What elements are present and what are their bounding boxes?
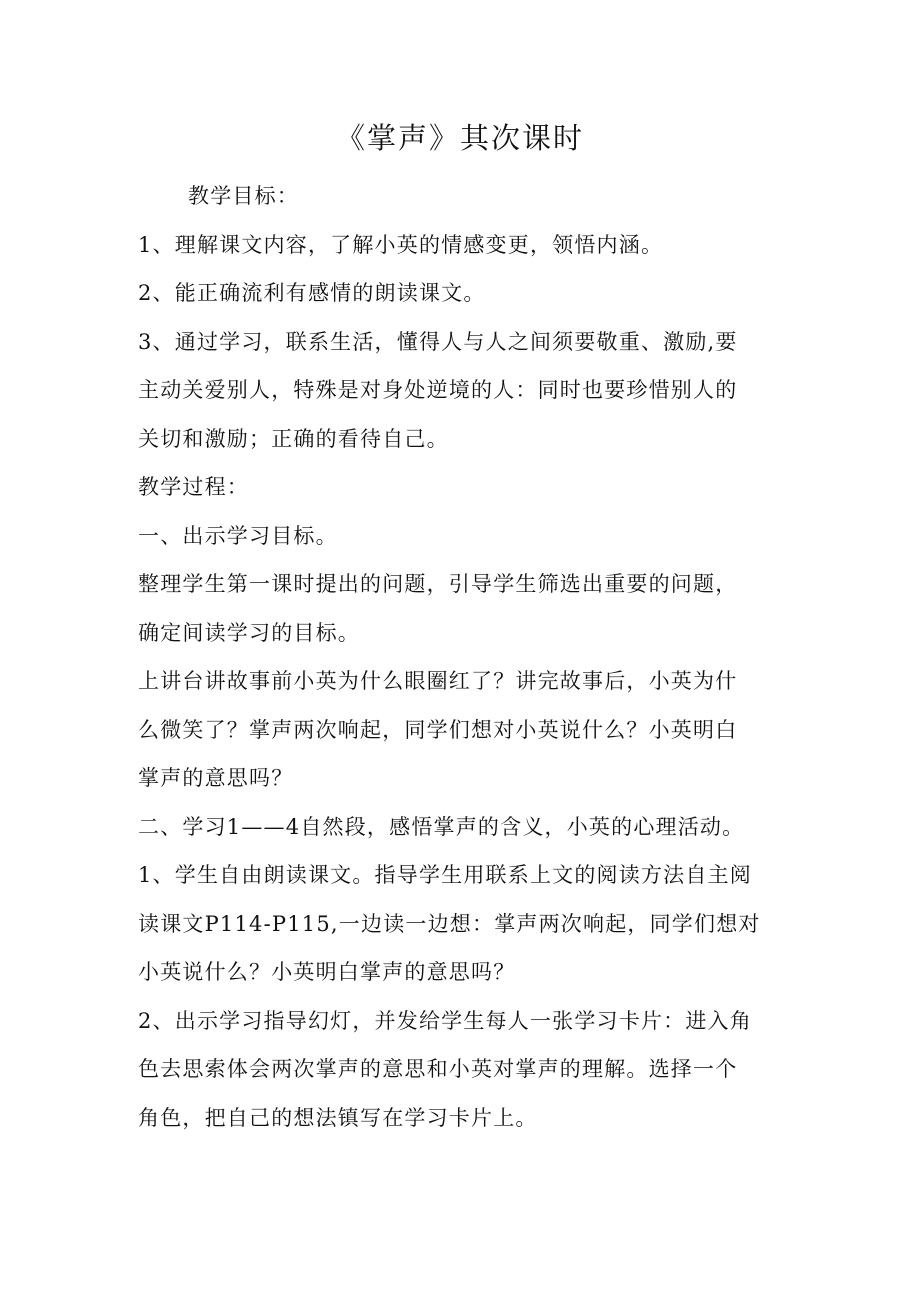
text-line: 掌声的意思吗？	[138, 766, 294, 790]
text-line-section-heading: 一、出示学习目标。	[138, 523, 338, 548]
document-body	[138, 172, 778, 1142]
text-line: 么微笑了？掌声两次响起，同学们想对小英说什么？小英明白	[138, 717, 738, 742]
text-line: 1、理解课文内容，了解小英的情感变更，领悟内涵。	[138, 232, 664, 257]
text-line: 上讲台讲故事前小英为什么眼圈红了？讲完故事后，小英为什	[138, 669, 738, 693]
text-line: 读课文P114-P115,一边读一边想：掌声两次响起，同学们想对	[138, 911, 761, 936]
text-line-objectives-heading: 教学目标：	[188, 184, 299, 208]
text-line: 确定间读学习的目标。	[138, 620, 360, 645]
text-line: 关切和激励；正确的看待自己。	[138, 426, 449, 451]
text-line: 2、出示学习指导幻灯，并发给学生每人一张学习卡片：进入角	[138, 1008, 752, 1033]
text-line: 主动关爱别人，特殊是对身处逆境的人：同时也要珍惜别人的	[138, 378, 738, 402]
text-line: 角色，把自己的想法镇写在学习卡片上。	[138, 1105, 538, 1130]
text-line: 整理学生第一课时提出的问题，引导学生筛选出重要的问题，	[138, 572, 738, 596]
text-line: 1、学生自由朗读课文。指导学生用联系上文的阅读方法自主阅	[138, 863, 752, 887]
text-line: 2、能正确流利有感情的朗读课文。	[138, 281, 486, 305]
text-line-process-heading: 教学过程：	[138, 475, 249, 499]
text-line: 3、通过学习，联系生活，懂得人与人之间须要敬重、激励,要	[138, 329, 738, 354]
text-line: 色去思索体会两次掌声的意思和小英对掌声的理解。选择一个	[138, 1057, 738, 1081]
text-line-section-heading: 二、学习1——4自然段，感悟掌声的含义，小英的心理活动。	[138, 814, 745, 839]
document-title: 《掌声》其次课时	[335, 121, 584, 155]
text-line: 小英说什么？小英明白掌声的意思吗？	[138, 960, 516, 984]
